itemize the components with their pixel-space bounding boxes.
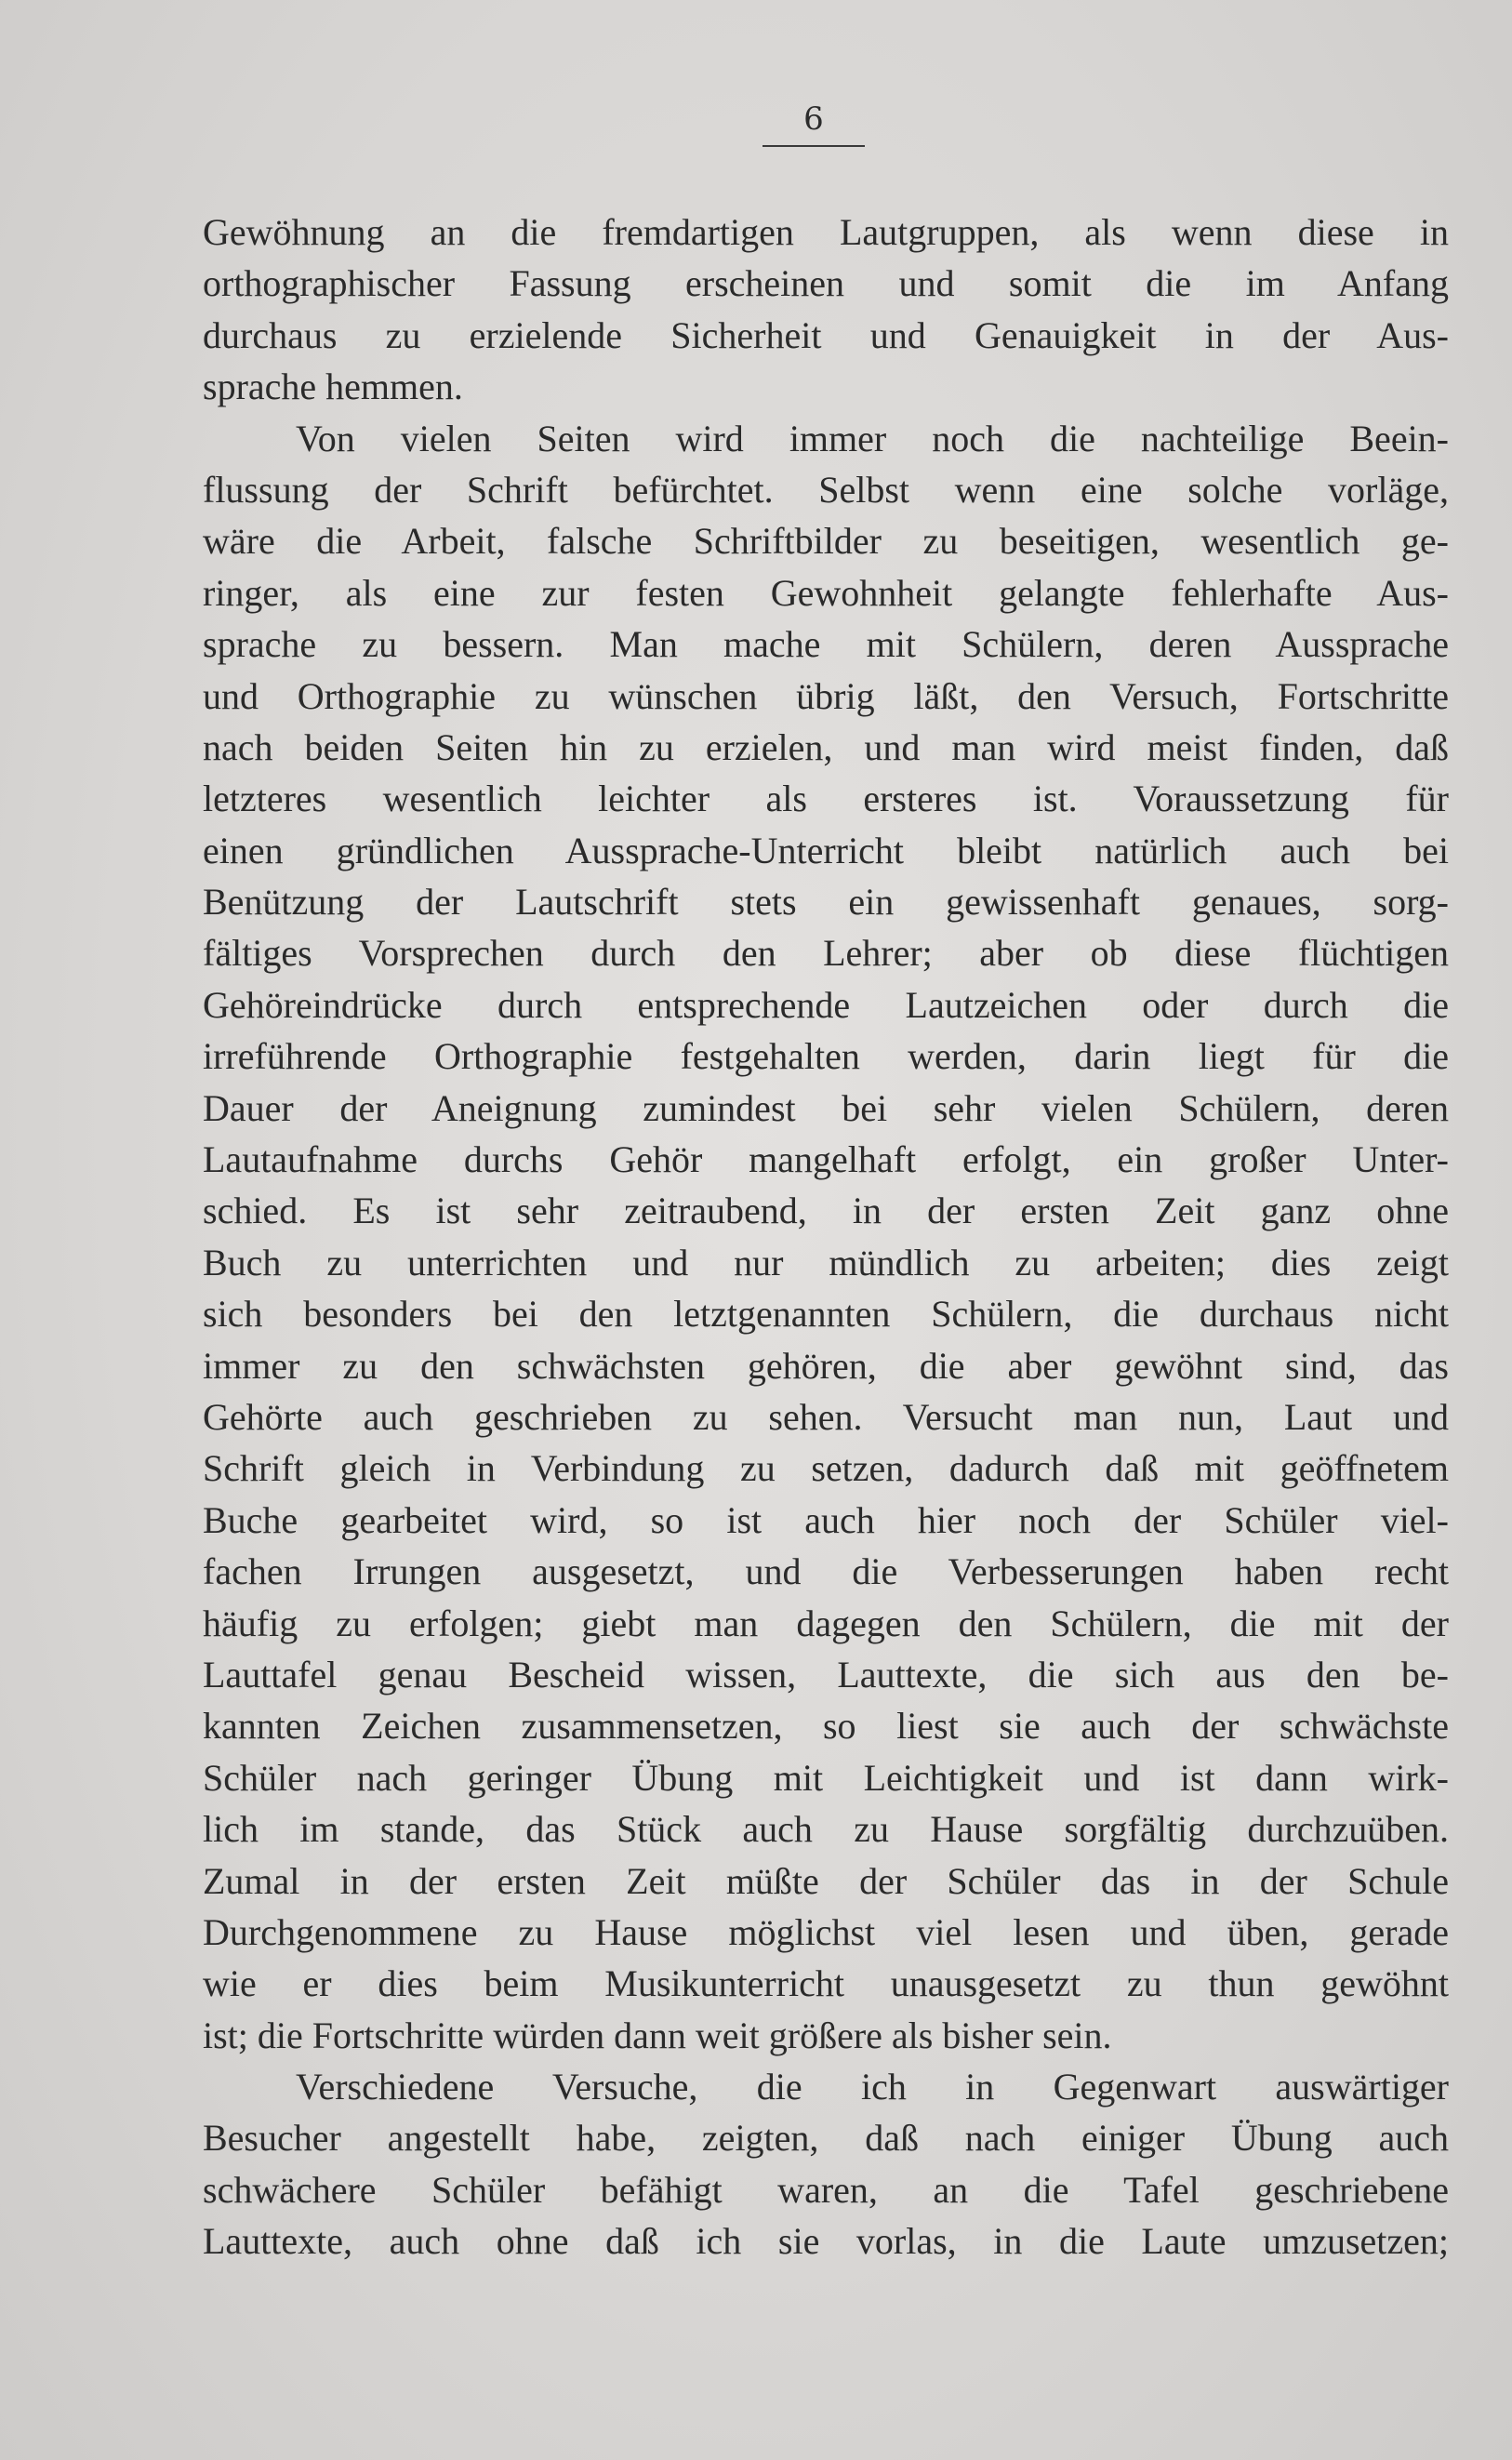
text-line: Besucher angestellt habe, zeigten, daß nach einiger Übung auch xyxy=(203,2117,1449,2160)
text-line: Lauttafel genau Bescheid wissen, Lauttexte, die sich aus den be- xyxy=(203,1653,1449,1695)
text-line: immer zu den schwächsten gehören, die aber gewöhnt sind, das xyxy=(203,1344,1449,1387)
text-line: irreführende Orthographie festgehalten werden, darin liegt für die xyxy=(203,1035,1449,1078)
text-line: wäre die Arbeit, falsche Schriftbilder zu beseitigen, wesentlich ge- xyxy=(203,520,1449,563)
text-line: lich im stande, das Stück auch zu Hause sorgfältig durchzuüben. xyxy=(203,1808,1449,1851)
text-line: Lautaufnahme durchs Gehör mangelhaft erfolgt, ein großer Unter- xyxy=(203,1138,1449,1181)
text-line: schied. Es ist sehr zeitraubend, in der ersten Zeit ganz ohne xyxy=(203,1190,1449,1232)
text-line: Buch zu unterrichten und nur mündlich zu arbeiten; dies zeigt xyxy=(203,1241,1449,1283)
text-line: kannten Zeichen zusammensetzen, so liest sie auch der schwächste xyxy=(203,1705,1449,1748)
text-line: durchaus zu erzielende Sicherheit und Genauigkeit in der Aus- xyxy=(203,313,1449,356)
text-line: letzteres wesentlich leichter als ersteres ist. Voraussetzung für xyxy=(203,778,1449,820)
page-header xyxy=(763,100,865,138)
text-line: flussung der Schrift befürchtet. Selbst wenn eine solche vorläge, xyxy=(203,468,1449,511)
text-line: Dauer der Aneignung zumindest bei sehr vielen Schülern, deren xyxy=(203,1086,1449,1129)
text-line: nach beiden Seiten hin zu erzielen, und man wird meist finden, daß xyxy=(203,725,1449,768)
text-line: schwächere Schüler befähigt waren, an die Tafel geschriebene xyxy=(203,2168,1449,2211)
text-line: Schrift gleich in Verbindung zu setzen, dadurch daß mit geöffnetem xyxy=(203,1447,1449,1490)
text-line: Schüler nach geringer Übung mit Leichtigkeit und ist dann wirk- xyxy=(203,1756,1449,1799)
page-number: 6 xyxy=(803,100,824,138)
text-line: Gewöhnung an die fremdartigen Lautgruppen, als wenn diese in xyxy=(203,211,1449,253)
text-line: und Orthographie zu wünschen übrig läßt, den Versuch, Fortschritte xyxy=(203,674,1449,717)
text-line: fachen Irrungen ausgesetzt, und die Verbesserungen haben recht xyxy=(203,1550,1449,1593)
body-text xyxy=(203,206,1449,2267)
text-line: wie er dies beim Musikunterricht unausgesetzt zu thun gewöhnt xyxy=(203,1962,1449,2005)
header-rule xyxy=(763,145,865,147)
text-line: sprache hemmen. xyxy=(203,366,463,408)
text-line: Durchgenommene zu Hause möglichst viel lesen und üben, gerade xyxy=(203,1910,1449,1953)
text-line: fältiges Vorsprechen durch den Lehrer; aber ob diese flüchtigen xyxy=(203,932,1449,975)
text-line: ringer, als eine zur festen Gewohnheit gelangte fehlerhafte Aus- xyxy=(203,571,1449,614)
text-line: Lauttexte, auch ohne daß ich sie vorlas, in die Laute umzusetzen; xyxy=(203,2220,1449,2263)
text-line: Buche gearbeitet wird, so ist auch hier noch der Schüler viel- xyxy=(203,1498,1449,1541)
text-line: Zumal in der ersten Zeit müßte der Schüler das in der Schule xyxy=(203,1859,1449,1902)
text-line: einen gründlichen Aussprache-Unterricht bleibt natürlich auch bei xyxy=(203,829,1449,871)
text-line: sich besonders bei den letztgenannten Schülern, die durchaus nicht xyxy=(203,1293,1449,1336)
text-line: Verschiedene Versuche, die ich in Gegenwart auswärtiger xyxy=(296,2066,1449,2108)
text-line: ist; die Fortschritte würden dann weit größere als bisher sein. xyxy=(203,2014,1112,2056)
text-line: orthographischer Fassung erscheinen und somit die im Anfang xyxy=(203,262,1449,305)
text-line: häufig zu erfolgen; giebt man dagegen den Schülern, die mit der xyxy=(203,1602,1449,1644)
text-line: Gehöreindrücke durch entsprechende Lautzeichen oder durch die xyxy=(203,983,1449,1026)
text-line: Benützung der Lautschrift stets ein gewissenhaft genaues, sorg- xyxy=(203,881,1449,924)
text-line: Gehörte auch geschrieben zu sehen. Versucht man nun, Laut und xyxy=(203,1395,1449,1438)
text-line: sprache zu bessern. Man mache mit Schülern, deren Aussprache xyxy=(203,623,1449,666)
text-line: Von vielen Seiten wird immer noch die nachteilige Beein- xyxy=(296,417,1449,459)
